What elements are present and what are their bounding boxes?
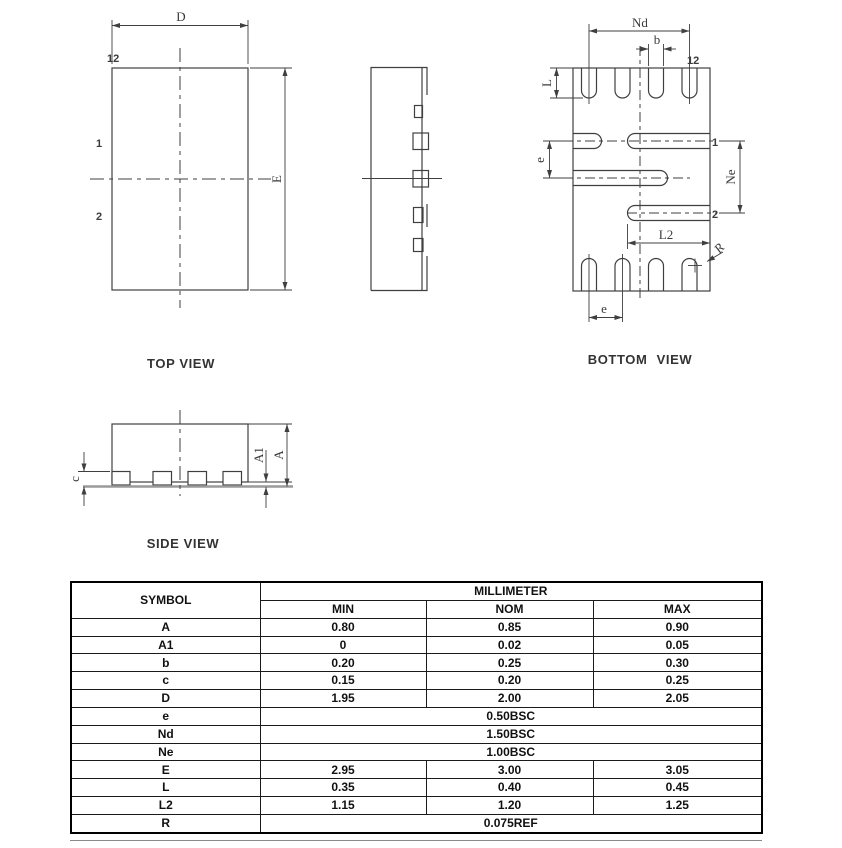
table-row <box>71 707 762 725</box>
dim-label-a1: A1 <box>251 447 266 463</box>
symbol-cell: Ne <box>71 743 260 761</box>
dim-label-e-left: e <box>532 157 547 163</box>
table-bottom-rule <box>70 840 762 841</box>
top-view-title: TOP VIEW <box>147 356 215 371</box>
max-cell: 0.05 <box>593 636 762 654</box>
nom-cell: 0.20 <box>426 672 593 690</box>
dim-label-l: L <box>539 79 554 87</box>
symbol-cell: A1 <box>71 636 260 654</box>
top-view-pin1-label: 1 <box>95 138 103 150</box>
nom-cell: 0.25 <box>426 654 593 672</box>
front-view <box>362 68 442 291</box>
table-row <box>71 797 762 815</box>
bottom-view-pin12-label: 12 <box>687 55 700 67</box>
top-view <box>90 20 292 308</box>
bottom-view-title: BOTTOM VIEW <box>587 352 693 367</box>
min-cell: 0 <box>260 636 426 654</box>
dim-label-b: b <box>653 32 661 47</box>
table-row <box>71 672 762 690</box>
table-row <box>71 636 762 654</box>
table-header-row <box>71 582 762 600</box>
min-cell: 0.35 <box>260 779 426 797</box>
symbol-cell: b <box>71 654 260 672</box>
table-row <box>71 654 762 672</box>
dim-label-c: c <box>67 476 82 482</box>
side-view-lead <box>188 472 207 486</box>
side-view-title: SIDE VIEW <box>146 536 220 551</box>
symbol-cell: c <box>71 672 260 690</box>
symbol-cell: E <box>71 761 260 779</box>
dim-label-e: E <box>269 175 284 183</box>
dimension-table <box>70 581 763 834</box>
side-view-lead <box>153 472 172 486</box>
min-cell: 2.95 <box>260 761 426 779</box>
bottom-view-top-pad <box>615 58 630 98</box>
front-view-pad <box>415 106 423 118</box>
symbol-cell: A <box>71 618 260 636</box>
span-value-cell: 1.00BSC <box>260 743 762 761</box>
table-row <box>71 618 762 636</box>
dim-label-ne: Ne <box>723 169 738 185</box>
dimension-table-wrapper <box>70 581 763 834</box>
max-cell: 1.25 <box>593 797 762 815</box>
nom-cell: 0.40 <box>426 779 593 797</box>
symbol-cell: L2 <box>71 797 260 815</box>
max-cell: 0.30 <box>593 654 762 672</box>
table-row <box>71 814 762 833</box>
bottom-view-pin2-label: 2 <box>712 209 719 221</box>
table-row <box>71 743 762 761</box>
dim-label-l2: L2 <box>658 227 674 242</box>
table-row <box>71 690 762 708</box>
dim-label-r: R <box>710 240 728 256</box>
dim-label-nd: Nd <box>632 15 648 30</box>
side-view-lead <box>112 472 130 486</box>
nom-cell: 0.02 <box>426 636 593 654</box>
symbol-cell: Nd <box>71 725 260 743</box>
table-row <box>71 725 762 743</box>
dim-label-a: A <box>271 450 286 460</box>
nom-cell: 3.00 <box>426 761 593 779</box>
table-row <box>71 761 762 779</box>
col-header-min: MIN <box>260 600 426 618</box>
min-cell: 0.20 <box>260 654 426 672</box>
symbol-cell: L <box>71 779 260 797</box>
bottom-view-bottom-pad <box>649 259 664 301</box>
min-cell: 0.15 <box>260 672 426 690</box>
max-cell: 0.90 <box>593 618 762 636</box>
span-value-cell: 0.075REF <box>260 814 762 833</box>
symbol-header-cell: SYMBOL <box>71 582 260 618</box>
table-row <box>71 779 762 797</box>
symbol-cell: D <box>71 690 260 708</box>
max-cell: 2.05 <box>593 690 762 708</box>
max-cell: 0.25 <box>593 672 762 690</box>
min-cell: 1.95 <box>260 690 426 708</box>
col-header-max: MAX <box>593 600 762 618</box>
nom-cell: 1.20 <box>426 797 593 815</box>
bottom-view <box>543 24 745 322</box>
bottom-view-pin1-label: 1 <box>712 137 719 149</box>
dim-label-d: D <box>176 9 186 24</box>
min-cell: 1.15 <box>260 797 426 815</box>
side-view-lead <box>223 472 242 486</box>
col-header-nom: NOM <box>426 600 593 618</box>
span-value-cell: 1.50BSC <box>260 725 762 743</box>
symbol-cell: e <box>71 707 260 725</box>
min-cell: 0.80 <box>260 618 426 636</box>
bottom-view-top-pad <box>649 58 664 98</box>
symbol-cell: R <box>71 814 260 833</box>
top-view-pin2-label: 2 <box>95 211 103 223</box>
dim-label-e-bottom: e <box>601 301 607 316</box>
unit-header-cell: MILLIMETER <box>260 582 762 600</box>
max-cell: 0.45 <box>593 779 762 797</box>
nom-cell: 2.00 <box>426 690 593 708</box>
nom-cell: 0.85 <box>426 618 593 636</box>
span-value-cell: 0.50BSC <box>260 707 762 725</box>
max-cell: 3.05 <box>593 761 762 779</box>
front-view-pad <box>413 133 429 150</box>
top-view-pin12-label: 12 <box>107 53 120 65</box>
